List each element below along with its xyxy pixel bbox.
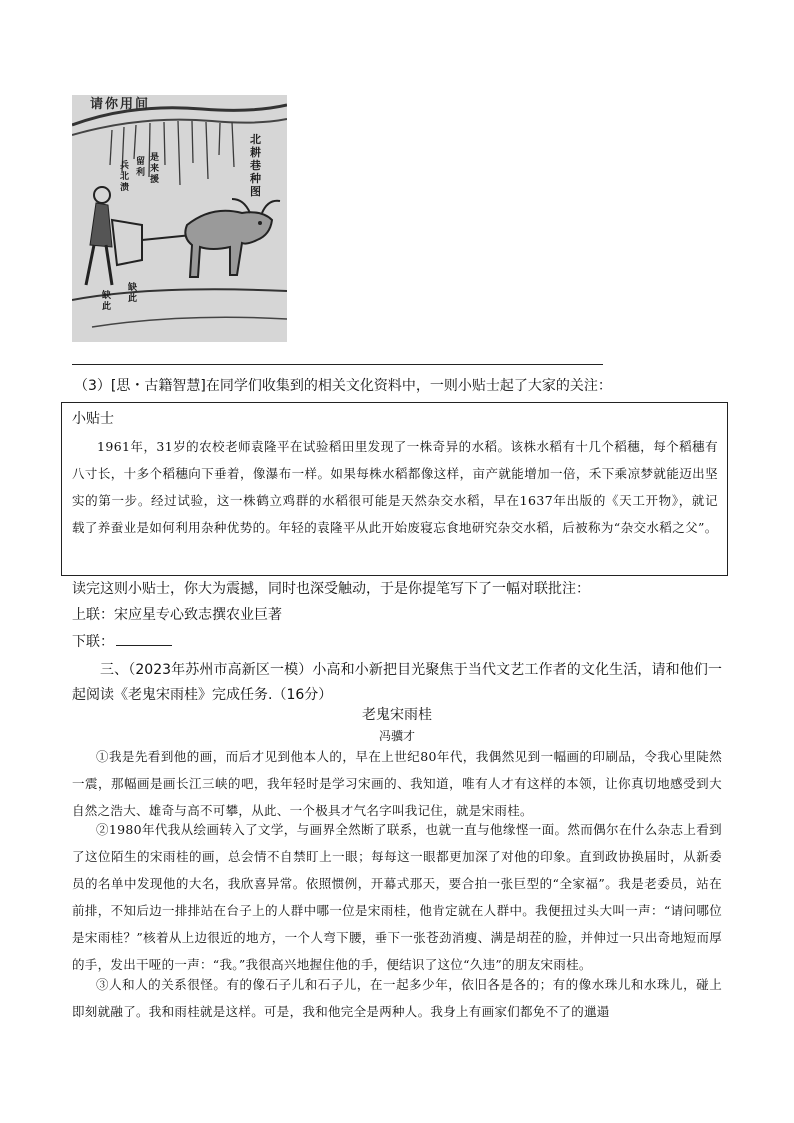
- question-3: （3）[思・古籍智慧]在同学们收集到的相关文化资料中，一则小贴士起了大家的关注：: [74, 378, 612, 394]
- couplet-answer-blank[interactable]: [116, 631, 172, 646]
- illustration-label-bottom-1: 缺此: [102, 291, 112, 312]
- couplet-lower-label: 下联：: [72, 634, 114, 650]
- tip-title: 小贴士: [72, 411, 114, 427]
- story-author: 冯骥才: [378, 729, 415, 743]
- tip-box: [61, 402, 728, 576]
- farming-illustration: [72, 95, 287, 342]
- couplet-lower: [72, 631, 172, 652]
- illustration-label-bottom-2: 缺此: [128, 283, 138, 304]
- illustration-label-right: 北耕巷种图: [250, 133, 261, 198]
- illustration-caption: 请你用间: [90, 97, 151, 112]
- story-paragraph-1: ①我是先看到他的画，而后才见到他本人的，早在上世纪80年代，我偶然见到一幅画的印刷品，令我心里陡然一震，那幅画是画长江三峡的吧，我年轻时是学习宋画的、我知道，唯有人才有这样的本领，让你真切地感受到大自然之浩大、雄奇与高不可攀，从此、一个极具才气名字叫我记住，就是宋雨桂。: [72, 749, 722, 818]
- divider-line: [72, 364, 603, 365]
- illustration-label-middle-3: 兵北溃: [120, 161, 130, 193]
- after-tip-text: 读完这则小贴士，你大为震撼，同时也深受触动，于是你提笔写下了一幅对联批注：: [72, 581, 590, 597]
- illustration-label-middle-2: 留利: [136, 157, 146, 178]
- illustration-label-middle-1: 是来援: [150, 153, 160, 185]
- couplet-upper: 上联：宋应星专心致志撰农业巨著: [72, 607, 282, 623]
- section-3-heading: 三、（2023年苏州市高新区一模）小高和小新把目光聚焦于当代文艺工作者的文化生活，请和他们一起阅读《老鬼宋雨桂》完成任务.（16分）: [72, 662, 722, 703]
- story-title: 老鬼宋雨桂: [362, 707, 432, 723]
- story-paragraph-2: ②1980年代我从绘画转入了文学，与画界全然断了联系，也就一直与他缘悭一面。然而偶尔在什么杂志上看到了这位陌生的宋雨桂的画，总会情不自禁盯上一眼；每每这一眼都更加深了对他的印象。直到政协换届时，从新委员的名单中发现他的大名，我欣喜异常。依照惯例，开幕式那天，要合拍一张巨型的“全家福”。我是老委员，站在前排，不知后边一排排站在台子上的人群中哪一位是宋雨桂，他肯定就在人群中。我便扭过头大叫一声：“请问哪位是宋雨桂？”核着从上边很近的地方，一个人弯下腰，垂下一张苍劲消瘦、满是胡茬的脸，并伸过一只出奇地短而厚的手，发出干哑的一声：“我。”我很高兴地握住他的手，便结识了这位“久违”的朋友宋雨桂。: [72, 822, 722, 972]
- story-paragraph-3: ③人和人的关系很怪。有的像石子儿和石子儿，在一起多少年，依旧各是各的；有的像水珠儿和水珠儿，碰上即刻就融了。我和雨桂就是这样。可是，我和他完全是两种人。我身上有画家们都免不了的邋遢: [72, 977, 722, 1019]
- tip-body: 1961年，31岁的农校老师袁隆平在试验稻田里发现了一株奇异的水稻。该株水稻有十几个稻穗，每个稻穗有八寸长，十多个稻穗向下垂着，像瀑布一样。如果每株水稻都像这样，亩产就能增加一倍，禾下乘凉梦就能迈出坚实的第一步。经过试验，这一株鹤立鸡群的水稻很可能是天然杂交水稻，早在1637年出版的《天工开物》，就记载了养蚕业是如何利用杂种优势的。年轻的袁隆平从此开始废寝忘食地研究杂交水稻，后被称为“杂交水稻之父”。: [72, 439, 718, 535]
